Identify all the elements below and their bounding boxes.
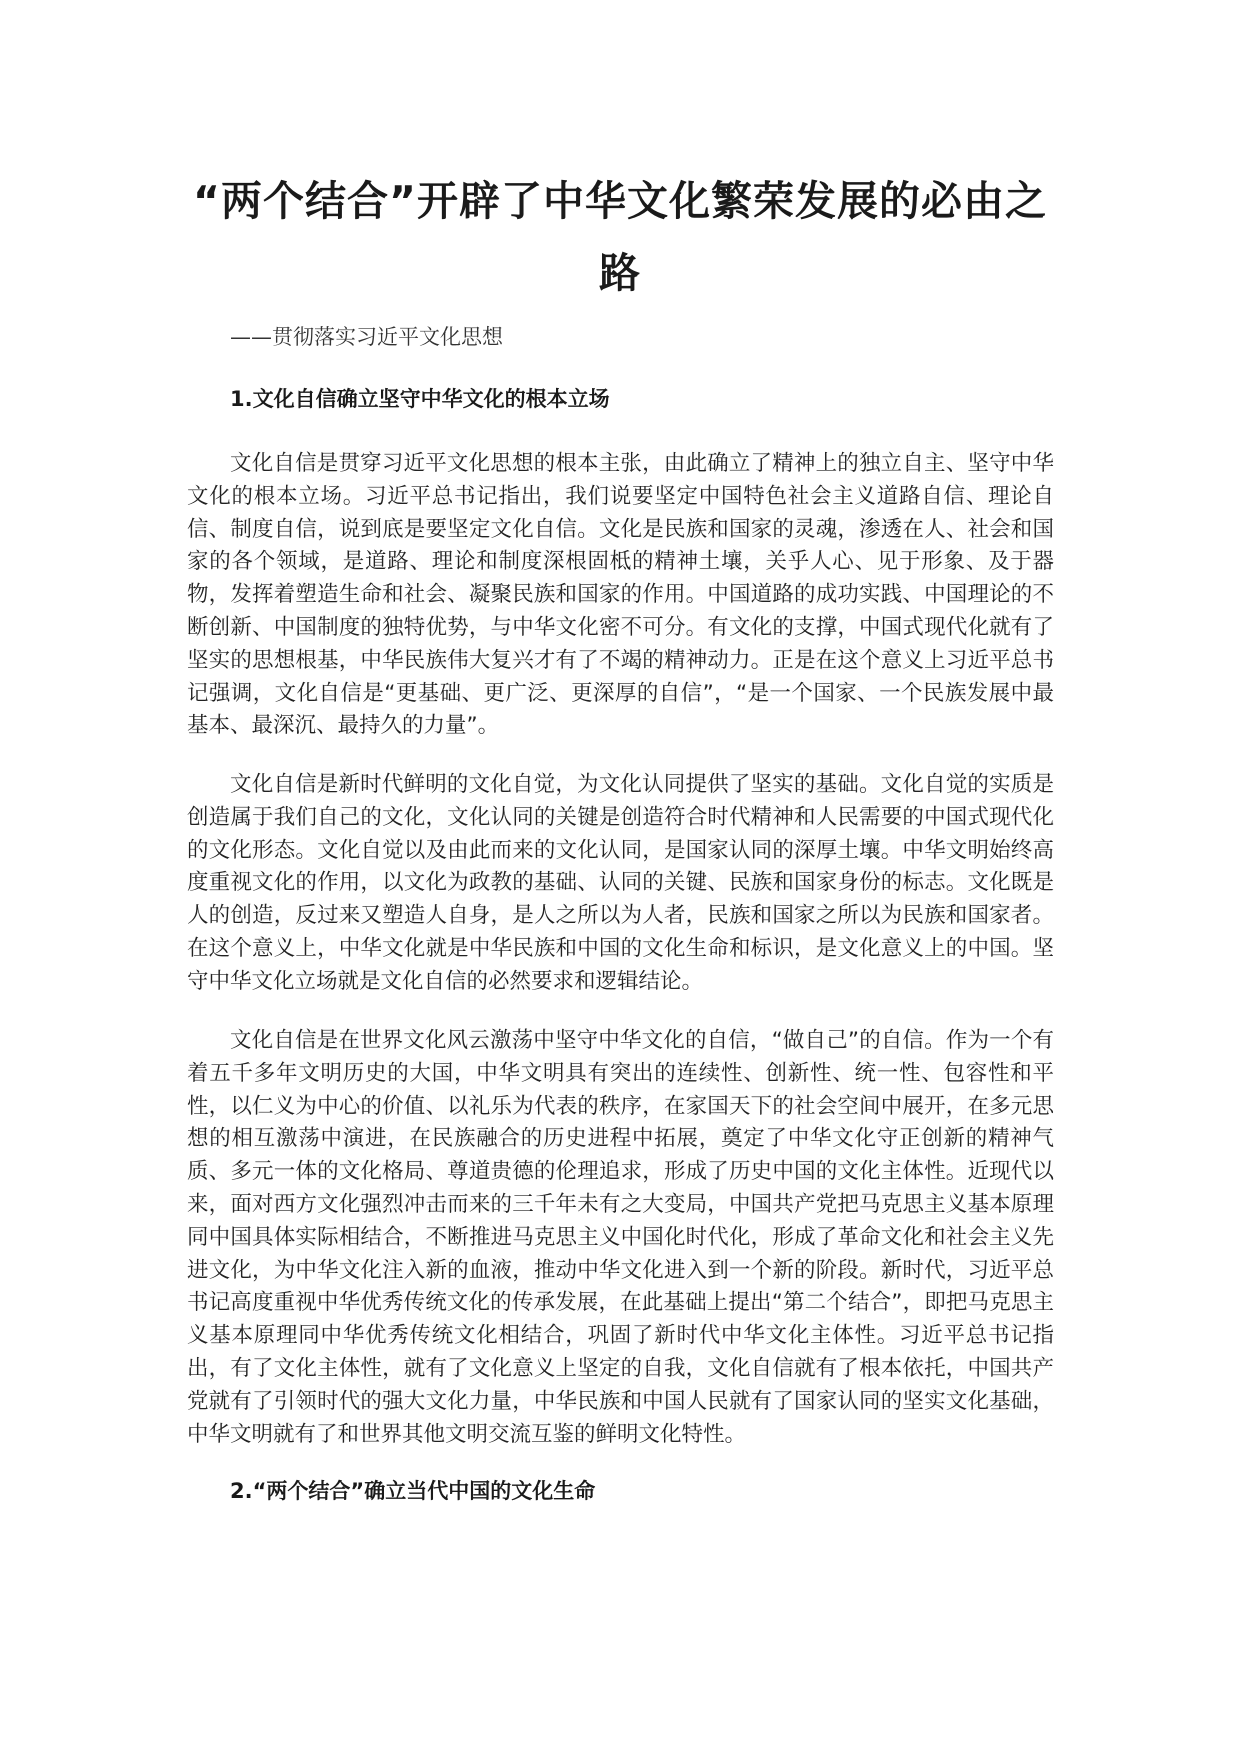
paragraph-2: 文化自信是新时代鲜明的文化自觉，为文化认同提供了坚实的基础。文化自觉的实质是创造属于我们自己的文化，文化认同的关键是创造符合时代精神和人民需要的中国式现代化的文化形态。文化自觉以及由此而来的文化认同，是国家认同的深厚土壤。中华文明始终高度重视文化的作用，以文化为政教的基础、认同的关键、民族和国家身份的标志。文化既是人的创造，反过来又塑造人自身，是人之所以为人者，民族和国家之所以为民族和国家者。在这个意义上，中华文化就是中华民族和中国的文化生命和标识，是文化意义上的中国。坚守中华文化立场就是文化自信的必然要求和逻辑结论。 xyxy=(187,772,1054,994)
document-title: “两个结合”开辟了中华文化繁荣发展的必由之路 xyxy=(193,177,1047,297)
paragraph-1: 文化自信是贯穿习近平文化思想的根本主张，由此确立了精神上的独立自主、坚守中华文化的根本立场。习近平总书记指出，我们说要坚定中国特色社会主义道路自信、理论自信、制度自信，说到底是要坚定文化自信。文化是民族和国家的灵魂，渗透在人、社会和国家的各个领域，是道路、理论和制度深根固柢的精神土壤，关乎人心、见于形象、及于器物，发挥着塑造生命和社会、凝聚民族和国家的作用。中国道路的成功实践、中国理论的不断创新、中国制度的独特优势，与中华文化密不可分。有文化的支撑，中国式现代化就有了坚实的思想根基，中华民族伟大复兴才有了不竭的精神动力。正是在这个意义上习近平总书记强调，文化自信是“更基础、更广泛、更深厚的自信”，“是一个国家、一个民族发展中最基本、最深沉、最持久的力量”。 xyxy=(187,451,1054,739)
paragraph-3: 文化自信是在世界文化风云激荡中坚守中华文化的自信，“做自己”的自信。作为一个有着五千多年文明历史的大国，中华文明具有突出的连续性、创新性、统一性、包容性和平性，以仁义为中心的价值、以礼乐为代表的秩序，在家国天下的社会空间中展开，在多元思想的相互激荡中演进，在民族融合的历史进程中拓展，奠定了中华文化守正创新的精神气质、多元一体的文化格局、尊道贵德的伦理追求，形成了历史中国的文化主体性。近现代以来，面对西方文化强烈冲击而来的三千年未有之大变局，中国共产党把马克思主义基本原理同中国具体实际相结合，不断推进马克思主义中国化时代化，形成了革命文化和社会主义先进文化，为中华文化注入新的血液，推动中华文化进入到一个新的阶段。新时代，习近平总书记高度重视中华优秀传统文化的传承发展，在此基础上提出“第二个结合”，即把马克思主义基本原理同中华优秀传统文化相结合，巩固了新时代中华文化主体性。习近平总书记指出，有了文化主体性，就有了文化意义上坚定的自我，文化自信就有了根本依托，中国共产党就有了引领时代的强大文化力量，中华民族和中国人民就有了国家认同的坚实文化基础，中华文明就有了和世界其他文明交流互鉴的鲜明文化特性。 xyxy=(187,1028,1054,1447)
section-heading-1: 1.文化自信确立坚守中华文化的根本立场 xyxy=(230,387,610,411)
document-subtitle: ——贯彻落实习近平文化思想 xyxy=(230,325,503,349)
section-heading-2: 2.“两个结合”确立当代中国的文化生命 xyxy=(230,1479,596,1503)
